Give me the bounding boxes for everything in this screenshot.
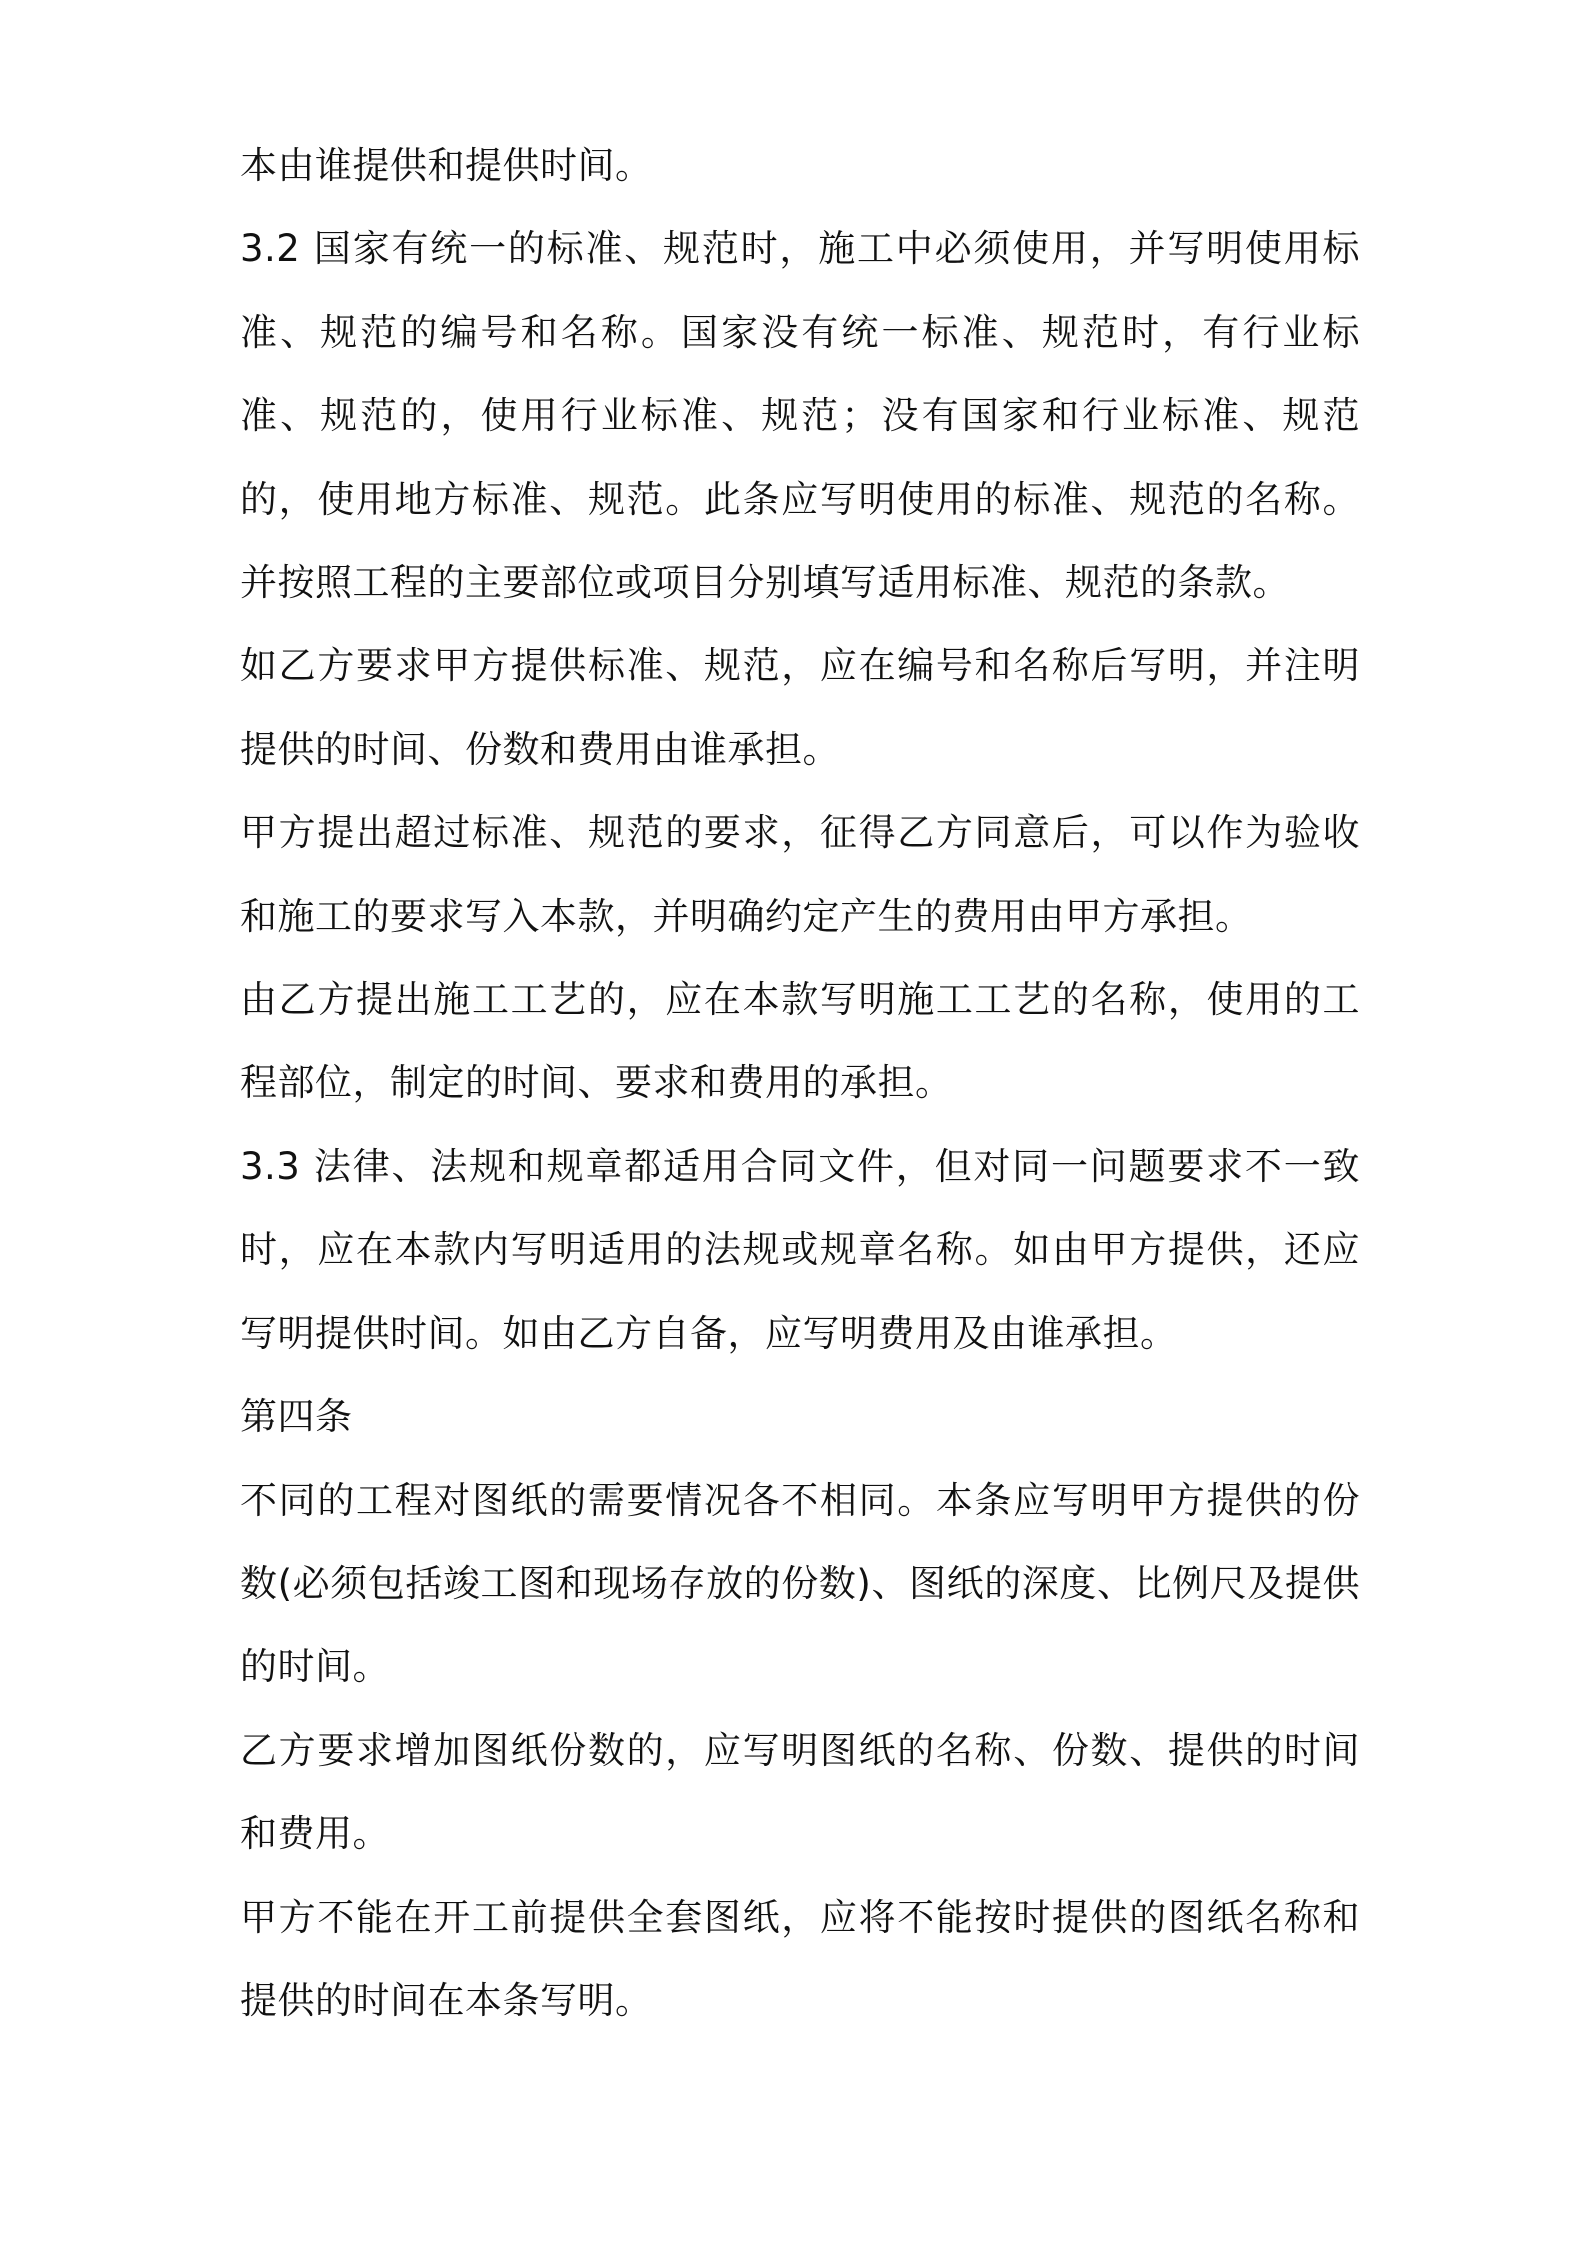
- paragraph-section-3-3: 3.3 法律、法规和规章都适用合同文件，但对同一问题要求不一致时，应在本款内写明适用的法规或规章名称。如由甲方提供，还应写明提供时间。如由乙方自备，应写明费用及由谁承担。: [240, 1144, 1360, 1355]
- paragraph-continuation: 本由谁提供和提供时间。: [240, 144, 653, 187]
- document-body: [240, 124, 1360, 2042]
- paragraph-party-b-standards: 如乙方要求甲方提供标准、规范，应在编号和名称后写明，并注明提供的时间、份数和费用由谁承担。: [240, 644, 1360, 771]
- paragraph-extra-drawings: 乙方要求增加图纸份数的，应写明图纸的名称、份数、提供的时间和费用。: [240, 1728, 1360, 1856]
- paragraph-construction-process: 由乙方提出施工工艺的，应在本款写明施工工艺的名称，使用的工程部位，制定的时间、要求和费用的承担。: [240, 978, 1360, 1105]
- paragraph-late-drawings: 甲方不能在开工前提供全套图纸，应将不能按时提供的图纸名称和提供的时间在本条写明。: [240, 1895, 1360, 2022]
- paragraph-drawings-requirements: 不同的工程对图纸的需要情况各不相同。本条应写明甲方提供的份数(必须包括竣工图和现场存放的份数)、图纸的深度、比例尺及提供的时间。: [240, 1478, 1360, 1689]
- paragraph-party-a-requirements: 甲方提出超过标准、规范的要求，征得乙方同意后，可以作为验收和施工的要求写入本款，并明确约定产生的费用由甲方承担。: [240, 811, 1360, 938]
- paragraph-section-3-2: 3.2 国家有统一的标准、规范时，施工中必须使用，并写明使用标准、规范的编号和名称。国家没有统一标准、规范时，有行业标准、规范的，使用行业标准、规范；没有国家和行业标准、规范的，使用地方标准、规范。此条应写明使用的标准、规范的名称。并按照工程的主要部位或项目分别填写适用标准、规范的条款。: [240, 227, 1360, 605]
- article-heading-4: 第四条: [240, 1395, 353, 1439]
